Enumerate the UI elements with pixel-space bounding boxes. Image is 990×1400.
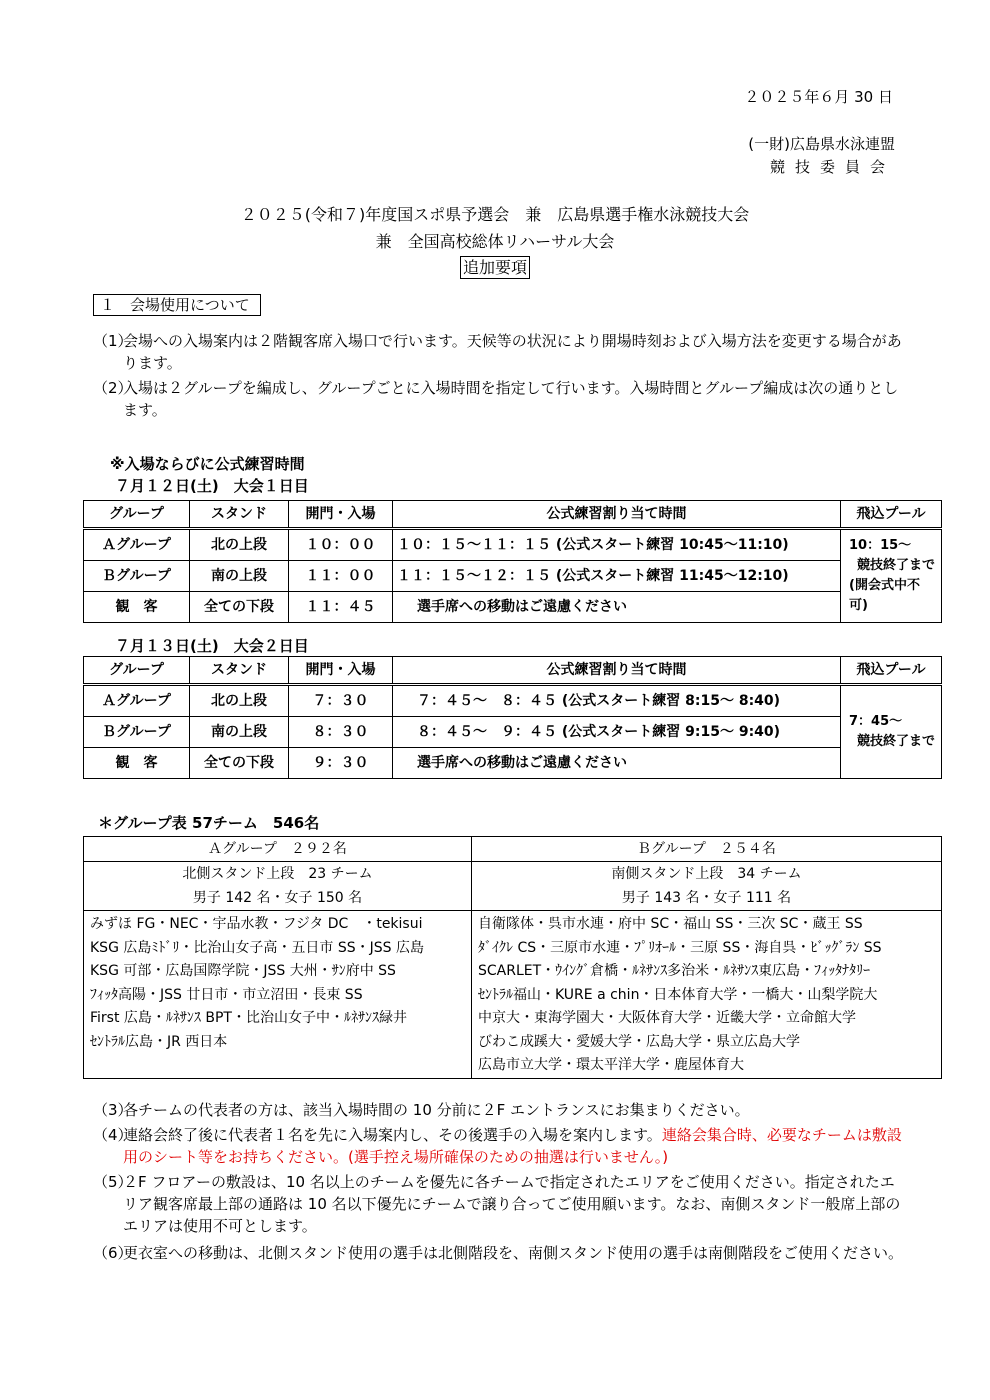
pool-line: 可) (849, 598, 868, 613)
cell-group: 観 客 (84, 748, 190, 779)
group-a-title: Ａグループ ２９２名 (84, 837, 472, 862)
cell-practice: １１：１５～１２：１５ (公式スタート練習 11:45～12:10) (393, 561, 841, 592)
list-item: KSG 可部・広島国際学院・JSS 大州・ｻﾝ府中 SS (90, 963, 396, 979)
document-title-line2: 兼 全国高校総体リハーサル大会 (375, 232, 615, 251)
header-group: グループ (84, 501, 190, 529)
header-practice: 公式練習割り当て時間 (393, 501, 841, 529)
list-item: ｾﾝﾄﾗﾙ福山・KURE a chin・日本体育大学・一橋大・山梨学院大 (478, 986, 878, 1003)
header-practice: 公式練習割り当て時間 (393, 657, 841, 685)
list-item: KSG 広島ﾐﾄﾞﾘ・比治山女子高・五日市 SS・JSS 広島 (90, 939, 424, 956)
group-a-stand-cell (84, 862, 472, 911)
cell-stand: 南の上段 (190, 561, 289, 592)
header-open: 開門・入場 (289, 657, 393, 685)
note-item-4 (93, 1124, 905, 1168)
header-open: 開門・入場 (289, 501, 393, 529)
issuer-department: 競技委員会 (769, 158, 895, 176)
group-b-count: 男子 143 名・女子 111 名 (621, 890, 792, 906)
document-title-box (0, 256, 990, 279)
item-text: 更衣室への移動は、北側スタンド使用の選手は北側階段を、南側スタンド使用の選手は南側階段をご使用ください。 (123, 1244, 904, 1262)
list-item: ｾﾝﾄﾗﾙ広島・JR 西日本 (90, 1033, 228, 1050)
cell-stand: 全ての下段 (190, 748, 289, 779)
cell-open: ９：３０ (289, 748, 393, 779)
table-row (84, 561, 942, 592)
item-number: （5） (93, 1173, 133, 1191)
list-item: SCARLET・ｳｲﾝｸﾞ倉橋・ﾙﾈｻﾝｽ多治米・ﾙﾈｻﾝｽ東広島・ﾌｨｯﾀﾅﾀﾘｰ (478, 963, 871, 979)
table-row (84, 592, 942, 623)
item-number: （6） (93, 1244, 133, 1262)
list-item: 広島市立大学・環太平洋大学・鹿屋体育大 (478, 1057, 744, 1073)
cell-pool (841, 685, 942, 779)
cell-stand: 北の上段 (190, 529, 289, 561)
table-row (84, 911, 942, 1079)
item-text (123, 1124, 905, 1168)
item-text: 各チームの代表者の方は、該当入場時間の 10 分前に２F エントランスにお集まりください。 (123, 1101, 750, 1119)
table-row (84, 717, 942, 748)
item-number: （4） (93, 1126, 133, 1144)
cell-open: １１：００ (289, 561, 393, 592)
item-text: 入場は２グループを編成し、グループごとに入場時間を指定して行います。入場時間とグループ編成は次の通りとします。 (123, 379, 899, 419)
list-item: First 広島・ﾙﾈｻﾝｽ BPT・比治山女子中・ﾙﾈｻﾝｽ緑井 (90, 1010, 407, 1026)
groups-heading: ＊グループ表 57チーム 546名 (98, 814, 320, 832)
group-b-team-list (472, 911, 942, 1079)
day2-label: ７月１３日(土) 大会２日目 (115, 637, 309, 655)
cell-stand: 北の上段 (190, 685, 289, 717)
cell-group: Ｂグループ (84, 717, 190, 748)
issue-date: ２０２５年６月 30 日 (744, 88, 893, 106)
cell-pool (841, 529, 942, 623)
header-pool: 飛込プール (841, 657, 942, 685)
table-row (84, 837, 942, 862)
group-a-stand: 北側スタンド上段 23 チーム (182, 866, 373, 882)
group-b-title: Ｂグループ ２５４名 (472, 837, 942, 862)
list-item: 自衛隊体・呉市水連・府中 SC・福山 SS・三次 SC・蔵王 SS (478, 916, 863, 932)
list-item: びわこ成蹊大・愛媛大学・広島大学・県立広島大学 (478, 1033, 800, 1050)
cell-open: １０：００ (289, 529, 393, 561)
cell-open: １１：４５ (289, 592, 393, 623)
header-stand: スタンド (190, 657, 289, 685)
day2-schedule-table (83, 656, 942, 779)
item-text-warning: 連絡会集合時、必要なチームは敷設用のシート等をお持ちください。(選手控え場所確保のための抽選は行いません。) (123, 1126, 902, 1166)
item-text: ２F フロアーの敷設は、10 名以上のチームを優先に各チームで指定されたエリアをご使用ください。指定されたエリア観客席最上部の通路は 10 名以下優先にチームで譲り合ってご使用願います。なお、南側スタンド一般席上部のエリアは使用不可とします。 (123, 1173, 901, 1235)
cell-practice: ８：４５～ ９：４５ (公式スタート練習 9:15～ 9:40) (393, 717, 841, 748)
pool-line: 競技終了まで (857, 734, 936, 749)
cell-group: Ｂグループ (84, 561, 190, 592)
table-header-row (84, 657, 942, 685)
note-item-5 (93, 1171, 905, 1237)
group-b-stand: 南側スタンド上段 34 チーム (611, 866, 802, 882)
item-text: 会場への入場案内は２階観客席入場口で行います。天候等の状況により開場時刻および入場方法を変更する場合があります。 (123, 332, 902, 372)
group-table (83, 836, 942, 1079)
cell-practice: 選手席への移動はご遠慮ください (393, 748, 841, 779)
header-pool: 飛込プール (841, 501, 942, 529)
table-row (84, 685, 942, 717)
table-row (84, 748, 942, 779)
pool-line: 7：45～ (849, 714, 903, 729)
item-text-main: 連絡会終了後に代表者１名を先に入場案内し、その後選手の入場を案内します。 (123, 1126, 662, 1144)
item-number: （3） (93, 1101, 133, 1119)
item-number: （1） (93, 332, 133, 350)
table-header-row (84, 501, 942, 529)
note-item-6 (93, 1242, 905, 1264)
group-b-stand-cell (472, 862, 942, 911)
pool-line: (開会式中不 (849, 578, 920, 593)
cell-open: ７：３０ (289, 685, 393, 717)
cell-group: 観 客 (84, 592, 190, 623)
cell-group: Ａグループ (84, 685, 190, 717)
cell-practice: １０：１５～１１：１５ (公式スタート練習 10:45～11:10) (393, 529, 841, 561)
cell-open: ８：３０ (289, 717, 393, 748)
issuer-organization: (一財)広島県水泳連盟 (748, 135, 895, 153)
item-number: （2） (93, 379, 133, 397)
schedule-heading: ※入場ならびに公式練習時間 (110, 455, 305, 473)
list-item: みずほ FG・NEC・宇品水教・フジタ DC ・tekisui (90, 916, 423, 932)
table-row (84, 862, 942, 911)
note-item-3 (93, 1099, 905, 1121)
list-item: 中京大・東海学園大・大阪体育大学・近畿大学・立命館大学 (478, 1010, 856, 1026)
list-item: ﾌｨｯﾀ高陽・JSS 廿日市・市立沼田・長束 SS (90, 986, 363, 1003)
document-title-line3: 追加要項 (460, 256, 530, 279)
document-title-line1: ２０２５(令和７)年度国スポ県予選会 兼 広島県選手権水泳競技大会 (240, 205, 750, 224)
group-a-team-list (84, 911, 472, 1079)
list-item: ﾀﾞｲｸﾚ CS・三原市水連・ﾌﾟﾘｵｰﾙ・三原 SS・海自呉・ﾋﾞｯｸﾞﾗﾝ SS (478, 939, 882, 956)
day1-label: ７月１２日(土) 大会１日目 (115, 477, 309, 495)
day1-schedule-table (83, 500, 942, 623)
pool-line: 10：15～ (849, 538, 912, 553)
cell-group: Ａグループ (84, 529, 190, 561)
group-a-count: 男子 142 名・女子 150 名 (192, 890, 363, 906)
cell-stand: 南の上段 (190, 717, 289, 748)
header-stand: スタンド (190, 501, 289, 529)
cell-stand: 全ての下段 (190, 592, 289, 623)
table-row (84, 529, 942, 561)
pool-line: 競技終了まで (857, 558, 936, 573)
section1-item-1 (93, 330, 905, 374)
section1-item-2 (93, 377, 905, 421)
header-group: グループ (84, 657, 190, 685)
cell-practice: 選手席への移動はご遠慮ください (393, 592, 841, 623)
section1-heading: １ 会場使用について (93, 294, 261, 316)
cell-practice: ７：４５～ ８：４５ (公式スタート練習 8:15～ 8:40) (393, 685, 841, 717)
